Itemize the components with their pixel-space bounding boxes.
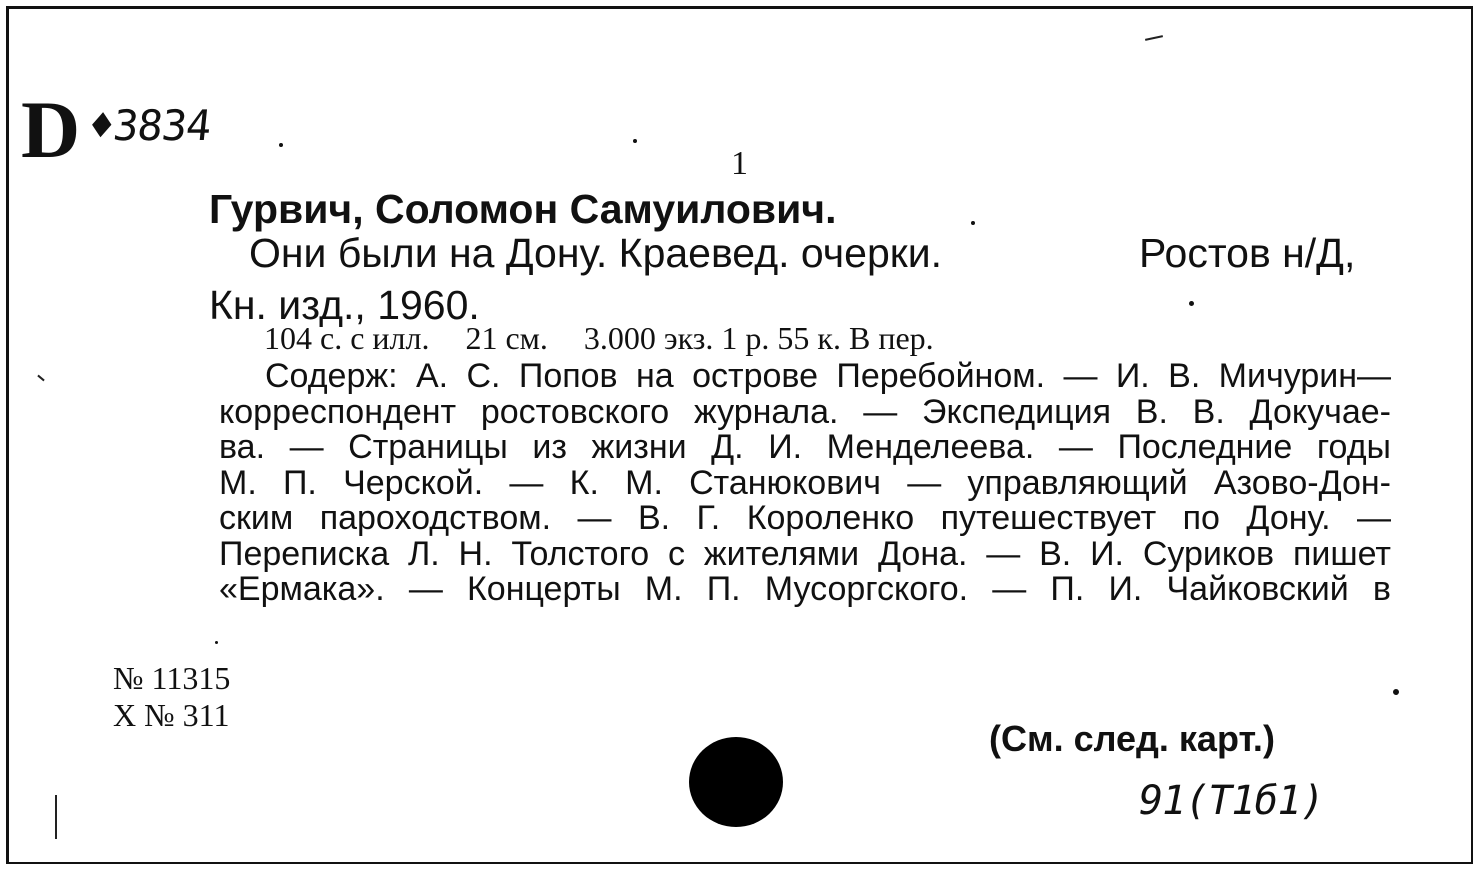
contents-line: Содерж: А. С. Попов на острове Перебойном. — И. В. Мичурин—	[265, 357, 1391, 395]
ink-speck	[633, 139, 637, 143]
page-count: 104 с. с илл.	[264, 320, 430, 356]
contents-line: корреспондент ростовского журнала. — Экспедиция В. В. Докучае-	[219, 392, 1391, 431]
secondary-inventory-number: Х № 311	[113, 697, 230, 733]
contents-line: ва. — Страницы из жизни Д. И. Менделеева. — Последние годы	[219, 428, 1391, 466]
punch-hole	[689, 737, 783, 827]
card-number: 1	[731, 145, 748, 182]
ink-speck	[1393, 689, 1399, 695]
pencil-mark	[1145, 35, 1163, 41]
stamp-letter: D	[21, 84, 79, 175]
contents-line: М. П. Черской. — К. М. Станюкович — управляющий Азово-Дон-	[219, 463, 1391, 502]
book-title: Они были на Дону. Краевед. очерки.	[249, 230, 942, 276]
inventory-number: № 11315	[113, 660, 231, 696]
ink-speck	[1189, 301, 1194, 306]
catalog-card	[6, 6, 1473, 864]
contents-line: «Ермака». — Концерты М. П. Мусоргского. — П. И. Чайковский в	[219, 570, 1391, 608]
book-size: 21 см.	[465, 320, 548, 356]
stamp-number: ♦3834	[86, 101, 214, 150]
see-next-card-note: (См. след. карт.)	[989, 718, 1275, 759]
ink-speck	[215, 641, 218, 644]
contents-line: ским пароходством. — В. Г. Короленко путешествует по Дону. —	[219, 499, 1391, 537]
publisher-year: Кн. изд., 1960.	[209, 282, 480, 328]
publication-place: Ростов н/Д,	[1139, 230, 1356, 276]
contents-line: Переписка Л. Н. Толстого с жителями Дона. — В. И. Суриков пишет	[219, 534, 1391, 573]
author-heading: Гурвич, Соломон Самуилович.	[209, 186, 837, 232]
pencil-mark	[37, 375, 44, 382]
ink-speck	[279, 143, 283, 147]
print-run-price: 3.000 экз. 1 р. 55 к. В пер.	[583, 320, 934, 356]
physical-description	[264, 322, 970, 354]
handwritten-classification: 91(Т1б1)	[1139, 778, 1324, 824]
contents-note	[219, 359, 1391, 608]
ink-speck	[971, 221, 975, 225]
pencil-mark	[55, 795, 57, 839]
